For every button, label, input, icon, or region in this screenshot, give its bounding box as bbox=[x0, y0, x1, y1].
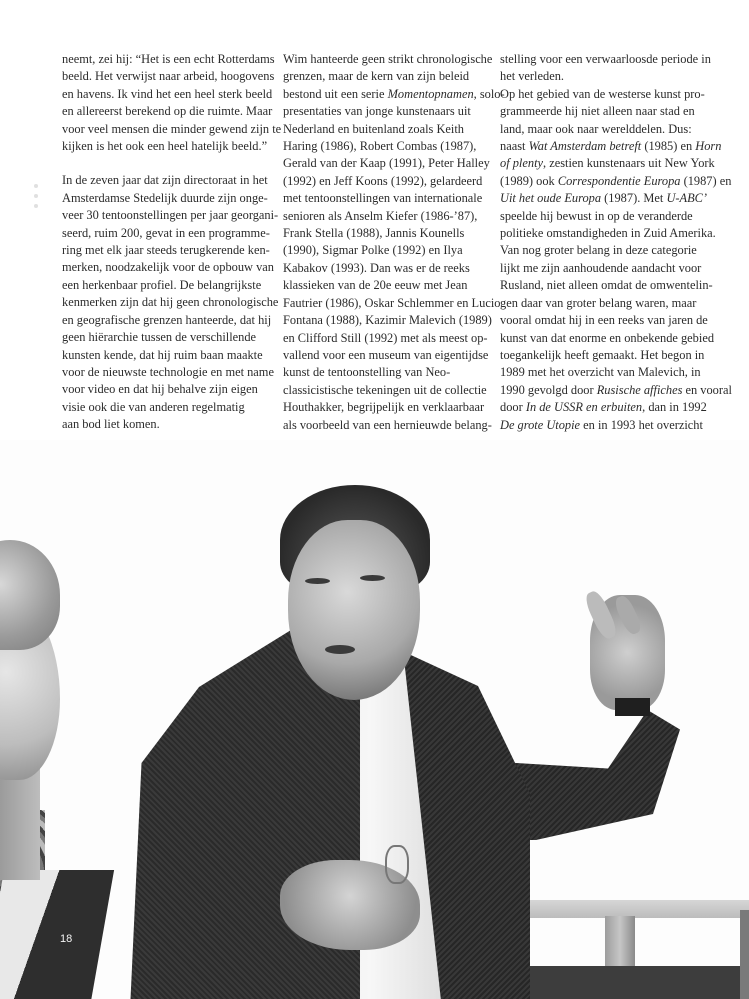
text-line: ring met elk jaar steeds terugkerende ken- bbox=[62, 243, 270, 258]
text-line: vooral omdat hij in een reeks van jaren de bbox=[500, 313, 708, 328]
text-segment: , dan in 1992 bbox=[642, 400, 707, 415]
text-line: stelling voor een verwaarloosde periode in bbox=[500, 52, 711, 66]
man-eye bbox=[305, 578, 330, 584]
text-line: 1989 met het overzicht van Malevich, in bbox=[500, 365, 701, 380]
paragraph bbox=[62, 51, 281, 155]
italic-title: De grote Utopie bbox=[500, 417, 581, 432]
text-line: kijken is het ook een heel hatelijk beeld.” bbox=[62, 139, 268, 154]
text-line: Wim hanteerde geen strikt chronologische bbox=[283, 52, 493, 66]
text-segment: , solo- bbox=[473, 86, 505, 101]
text-line: voor video en dat hij behalve zijn eigen bbox=[62, 382, 258, 397]
italic-title: of plenty bbox=[500, 156, 544, 171]
text-segment: (1985) en bbox=[641, 139, 696, 154]
text-line: en allereerst berekend op die ruimte. Maar bbox=[62, 104, 273, 119]
text-line: en havens. Ik vind het een heel sterk beeld bbox=[62, 86, 273, 101]
text-line: kunsten kende, dat hij ruim baan maakte bbox=[62, 347, 263, 362]
italic-title: Correspondentie Europa bbox=[557, 173, 681, 188]
text-line: Rusland, niet alleen omdat de omwentelin- bbox=[500, 278, 713, 293]
text-line bbox=[500, 156, 715, 170]
text-line: grammeerde hij niet alleen naar stad en bbox=[500, 104, 695, 119]
italic-title: Wat Amsterdam betreft bbox=[528, 139, 642, 154]
italic-title: Horn bbox=[695, 139, 722, 154]
italic-title: Momentopnamen bbox=[387, 86, 474, 101]
text-line: kenmerken zijn dat hij geen chronologische bbox=[62, 295, 279, 310]
text-segment: (1989) ook bbox=[500, 173, 558, 188]
text-line: en Clifford Still (1992) met als meest op- bbox=[283, 330, 488, 345]
text-line: kunst de tentoonstelling van Neo- bbox=[283, 365, 451, 380]
text-line: en geografische grenzen hanteerde, dat hij bbox=[62, 312, 272, 327]
text-line: aan bod liet komen. bbox=[62, 417, 160, 432]
text-line: Nederland en buitenland zoals Keith bbox=[283, 121, 464, 136]
text-line: toegankelijk heeft gemaakt. Het begon in bbox=[500, 347, 705, 362]
text-line bbox=[500, 191, 707, 205]
text-line: voor de nieuwste technologie en met name bbox=[62, 364, 274, 379]
text-line: Fautrier (1986), Oskar Schlemmer en Lucio bbox=[283, 295, 501, 310]
eyeglasses bbox=[385, 845, 409, 884]
text-line bbox=[500, 383, 732, 397]
text-line: gen daar van groter belang waren, maar bbox=[500, 295, 697, 310]
text-line: voor veel mensen die minder gewend zijn te bbox=[62, 121, 282, 136]
text-line: een herkenbaar profiel. De belangrijkste bbox=[62, 277, 262, 292]
woman-body bbox=[0, 870, 114, 999]
italic-title: U-ABC’ bbox=[666, 191, 708, 206]
text-line: vallend voor een museum van eigentijdse bbox=[283, 347, 489, 362]
text-line: kunst van dat enorme en onbekende gebied bbox=[500, 330, 715, 345]
text-line bbox=[500, 418, 703, 432]
text-line: In de zeven jaar dat zijn directoraat in het bbox=[62, 173, 268, 188]
text-line: merken, noodzakelijk voor de opbouw van bbox=[62, 260, 274, 275]
text-line: Fontana (1988), Kazimir Malevich (1989) bbox=[283, 313, 492, 328]
man-face bbox=[288, 520, 420, 700]
text-line: Op het gebied van de westerse kunst pro- bbox=[500, 86, 705, 101]
text-line: land, maar ook naar werelddelen. Dus: bbox=[500, 121, 692, 136]
text-line: Amsterdamse Stedelijk duurde zijn onge- bbox=[62, 190, 268, 205]
text-segment: en in 1993 het overzicht bbox=[580, 417, 703, 432]
text-segment: door bbox=[500, 400, 526, 415]
text-line: lijkt me zijn aanhoudende aandacht voor bbox=[500, 260, 702, 275]
text-line bbox=[500, 400, 707, 414]
text-line: Kabakov (1993). Dan was er de reeks bbox=[283, 260, 470, 275]
text-line: neemt, zei hij: “Het is een echt Rotterdams bbox=[62, 52, 275, 66]
man-eye bbox=[360, 575, 385, 581]
text-line: Frank Stella (1988), Jannis Kounells bbox=[283, 226, 465, 241]
text-segment: en vooral bbox=[682, 382, 732, 397]
text-line: presentaties van jonge kunstenaars uit bbox=[283, 104, 471, 119]
italic-title: Uit het oude Europa bbox=[500, 191, 602, 206]
text-line: visie ook die van anderen regelmatig bbox=[62, 399, 245, 414]
text-line: Gerald van der Kaap (1991), Peter Halley bbox=[283, 156, 490, 171]
woman-hair bbox=[0, 540, 60, 650]
text-line: geen hiërarchie tussen de verschillende bbox=[62, 330, 257, 345]
text-line: politieke omstandigheden in Zuid Amerika. bbox=[500, 226, 716, 241]
text-column-3 bbox=[500, 51, 732, 434]
text-column-1 bbox=[62, 51, 281, 434]
railing-base bbox=[530, 966, 749, 999]
text-line bbox=[283, 87, 505, 101]
text-line: met tentoonstellingen van internationale bbox=[283, 191, 483, 206]
text-segment: (1987) en bbox=[680, 173, 732, 188]
paragraph bbox=[500, 51, 732, 434]
text-segment: (1987). Met bbox=[601, 191, 667, 206]
italic-title: In de USSR en erbuiten bbox=[525, 400, 643, 415]
italic-title: Rusische affiches bbox=[596, 382, 683, 397]
page-number: 18 bbox=[60, 933, 73, 945]
text-column-2 bbox=[283, 51, 505, 434]
text-segment: 1990 gevolgd door bbox=[500, 382, 597, 397]
text-line: speelde hij bewust in op de veranderde bbox=[500, 208, 693, 223]
paragraph bbox=[283, 51, 505, 434]
text-line: seerd, ruim 200, gevat in een programme- bbox=[62, 225, 270, 240]
text-line bbox=[500, 139, 721, 153]
text-line: classicistische tekeningen uit de collectie bbox=[283, 382, 487, 397]
text-line: (1990), Sigmar Polke (1992) en Ilya bbox=[283, 243, 463, 258]
man-mouth bbox=[325, 645, 355, 654]
text-line: klassieken van de 20e eeuw met Jean bbox=[283, 278, 468, 293]
text-line: senioren als Anselm Kiefer (1986-’87), bbox=[283, 208, 478, 223]
text-line: als voorbeeld van een hernieuwde belang- bbox=[283, 417, 492, 432]
text-line: grenzen, maar de kern van zijn beleid bbox=[283, 69, 470, 84]
wristwatch bbox=[615, 698, 650, 716]
railing-post bbox=[740, 910, 749, 999]
text-segment: , zestien kunstenaars uit New York bbox=[543, 156, 715, 171]
text-line: (1992) en Jeff Koons (1992), gelardeerd bbox=[283, 173, 483, 188]
paragraph bbox=[62, 172, 281, 433]
scan-margin-mark bbox=[32, 178, 42, 218]
photograph bbox=[0, 440, 749, 999]
text-segment: bestond uit een serie bbox=[283, 86, 388, 101]
text-segment: naast bbox=[500, 139, 529, 154]
text-line: beeld. Het verwijst naar arbeid, hoogovens bbox=[62, 69, 275, 84]
text-line bbox=[500, 174, 731, 188]
text-line: Haring (1986), Robert Combas (1987), bbox=[283, 139, 477, 154]
text-line: Van nog groter belang in deze categorie bbox=[500, 243, 697, 258]
text-line: Houthakker, begrijpelijk en verklaarbaar bbox=[283, 400, 485, 415]
text-line: veer 30 tentoonstellingen per jaar georgani- bbox=[62, 208, 279, 223]
text-line: het verleden. bbox=[500, 69, 564, 84]
